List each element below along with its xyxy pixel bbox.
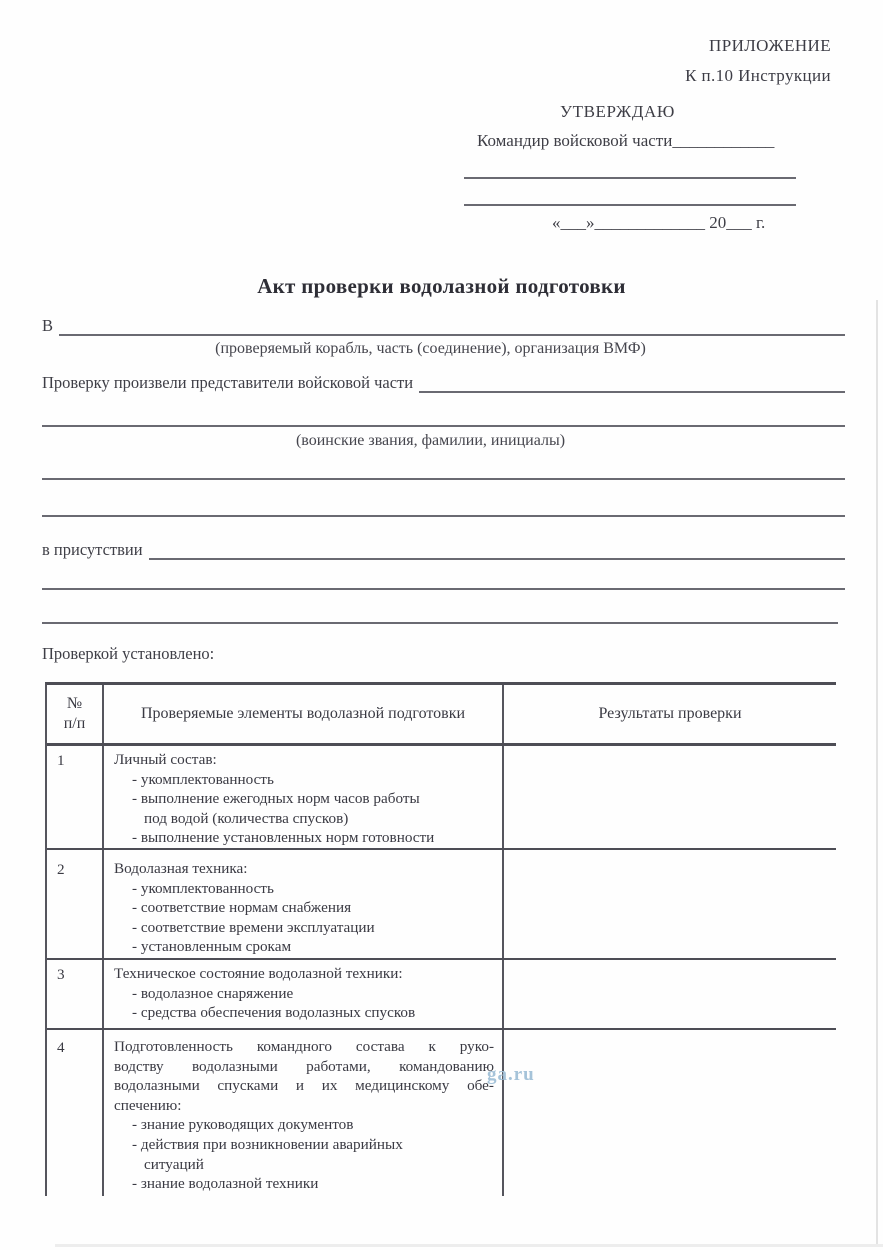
element-line: - водолазное снаряжение: [132, 984, 294, 1002]
blank-line-5: [42, 622, 838, 624]
field-presence-underline: [149, 540, 845, 560]
table-row: [47, 960, 836, 1030]
blank-line-3: [42, 515, 845, 517]
caption-ship: (проверяемый корабль, часть (соединение), организация ВМФ): [215, 340, 646, 357]
approval-blank-line-2: [464, 204, 796, 206]
field-inspectors-underline: [419, 373, 845, 393]
blank-line-1: [42, 425, 845, 427]
element-line: спечению:: [114, 1096, 182, 1114]
caption-ranks: (воинские звания, фамилии, инициалы): [295, 432, 566, 449]
blank-line-4: [42, 588, 845, 590]
header-results: Результаты проверки: [502, 685, 836, 743]
header-num-line: №: [66, 695, 83, 713]
row-number: 2: [57, 860, 65, 878]
blank-line-2: [42, 478, 845, 480]
element-line: под водой (количества спусков): [144, 809, 349, 827]
header-num: [47, 685, 102, 743]
commander-line: Командир войсковой части____________: [477, 131, 775, 150]
row-elements: [102, 1030, 502, 1196]
row-number: 4: [57, 1038, 65, 1056]
field-inspectors-label: Проверку произвели представители войсковой части: [42, 373, 414, 392]
table-row: [47, 746, 836, 850]
element-line: ситуаций: [144, 1155, 204, 1173]
field-inspectors: [42, 372, 845, 393]
approval-title: УТВЕРЖДАЮ: [560, 102, 675, 121]
element-line: - выполнение установленных норм готовности: [132, 829, 435, 847]
row-result: [502, 746, 836, 848]
approval-blank-line-1: [464, 177, 796, 179]
inspection-table: [45, 682, 836, 1196]
row-result: [502, 960, 836, 1028]
field-in-label: В: [42, 316, 54, 335]
element-line: - установленным срокам: [132, 938, 292, 956]
row-result: [502, 1030, 836, 1196]
field-in: [42, 315, 845, 336]
row-number: 1: [57, 752, 65, 769]
established-label: Проверкой установлено:: [42, 644, 215, 663]
field-presence: [42, 539, 845, 560]
table-row: [47, 850, 836, 960]
element-line: - соответствие нормам снабжения: [132, 899, 352, 917]
element-line: - укомплектованность: [132, 770, 274, 788]
appendix-line-2: К п.10 Инструкции: [685, 66, 831, 85]
element-line: - знание руководящих документов: [132, 1116, 354, 1134]
element-line: водолазными спусками и их медицинскому обе-: [114, 1077, 494, 1095]
row-elements: [102, 850, 502, 958]
element-line: Подготовленность командного состава к руко-: [114, 1037, 494, 1055]
element-line: Техническое состояние водолазной техники:: [114, 964, 403, 982]
table-row: [47, 1030, 836, 1196]
element-line: - действия при возникновении аварийных: [132, 1135, 403, 1153]
approval-date-line: «___»_____________ 20___ г.: [552, 213, 766, 232]
row-number: 3: [57, 965, 65, 983]
row-elements: [102, 746, 502, 848]
element-line: водству водолазными работами, командованию: [114, 1057, 494, 1075]
row-elements: [102, 960, 502, 1028]
row-result: [502, 850, 836, 958]
element-line: - знание водолазной техники: [132, 1175, 319, 1193]
element-line: - укомплектованность: [132, 879, 274, 897]
page-title: Акт проверки водолазной подготовки: [257, 274, 626, 298]
field-presence-label: в присутствии: [42, 540, 143, 559]
element-line: - соответствие времени эксплуатации: [132, 918, 375, 936]
header-num-line: п/п: [63, 715, 86, 732]
element-line: Личный состав:: [114, 751, 217, 768]
appendix-line-1: ПРИЛОЖЕНИЕ: [709, 36, 831, 55]
element-line: - выполнение ежегодных норм часов работы: [132, 790, 420, 808]
element-line: Водолазная техника:: [114, 859, 248, 877]
element-line: - средства обеспечения водолазных спусков: [132, 1004, 416, 1022]
watermark: ga.ru: [487, 1064, 535, 1085]
header-elements: Проверяемые элементы водолазной подготовки: [102, 685, 502, 743]
field-in-underline: [59, 316, 845, 336]
scan-edge-bottom: [55, 1244, 883, 1247]
scan-edge-right: [876, 300, 878, 1245]
table-header-row: [47, 685, 836, 746]
